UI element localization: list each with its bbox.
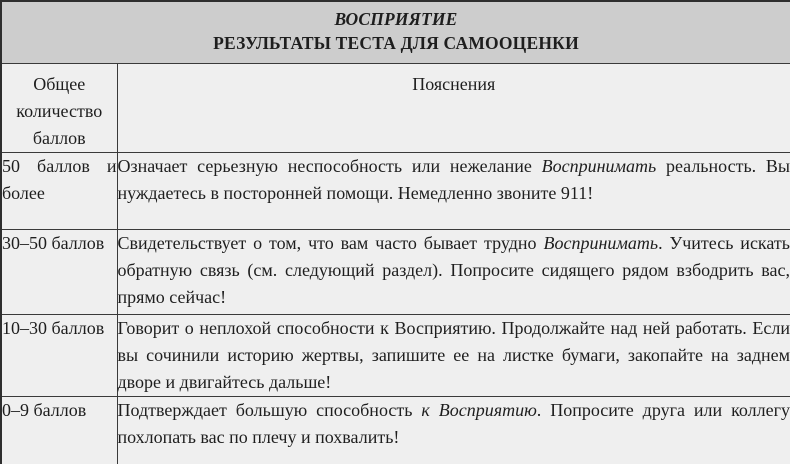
column-header-row xyxy=(1,63,790,152)
score-range-cell: 50 баллов и более xyxy=(1,152,117,229)
table-row xyxy=(1,152,790,229)
table-title-cell xyxy=(1,1,790,63)
score-range-cell: 30–50 баллов xyxy=(1,229,117,314)
column-header-score: Общее количество баллов xyxy=(1,63,117,152)
table-subtitle: РЕЗУЛЬТАТЫ ТЕСТА ДЛЯ САМООЦЕНКИ xyxy=(213,33,579,54)
explanation-cell: Говорит о неплохой способности к Восприятию. Продолжайте над ней работать. Если вы сочинили историю жертвы, запишите ее на листке бумаги, закопайте на заднем дворе и двигайтесь дальше! xyxy=(117,314,790,396)
table-title-row xyxy=(1,1,790,63)
score-range-cell: 0–9 баллов xyxy=(1,396,117,464)
explanation-cell: Свидетельствует о том, что вам часто бывает трудно Воспринимать. Учитесь искать обратную связь (см. следующий раздел). Попросите сидящего рядом взбодрить вас, прямо сейчас! xyxy=(117,229,790,314)
column-header-explanation: Пояснения xyxy=(117,63,790,152)
table-title: ВОСПРИЯТИЕ xyxy=(334,9,458,30)
table-row xyxy=(1,229,790,314)
table-row xyxy=(1,396,790,464)
table-row xyxy=(1,314,790,396)
explanation-cell: Означает серьезную неспособность или нежелание Воспринимать реальность. Вы нуждаетесь в посторонней помощи. Немедленно звоните 911! xyxy=(117,152,790,229)
explanation-cell: Подтверждает большую способность к Восприятию. Попросите друга или коллегу похлопать вас по плечу и похвалить! xyxy=(117,396,790,464)
score-range-cell: 10–30 баллов xyxy=(1,314,117,396)
